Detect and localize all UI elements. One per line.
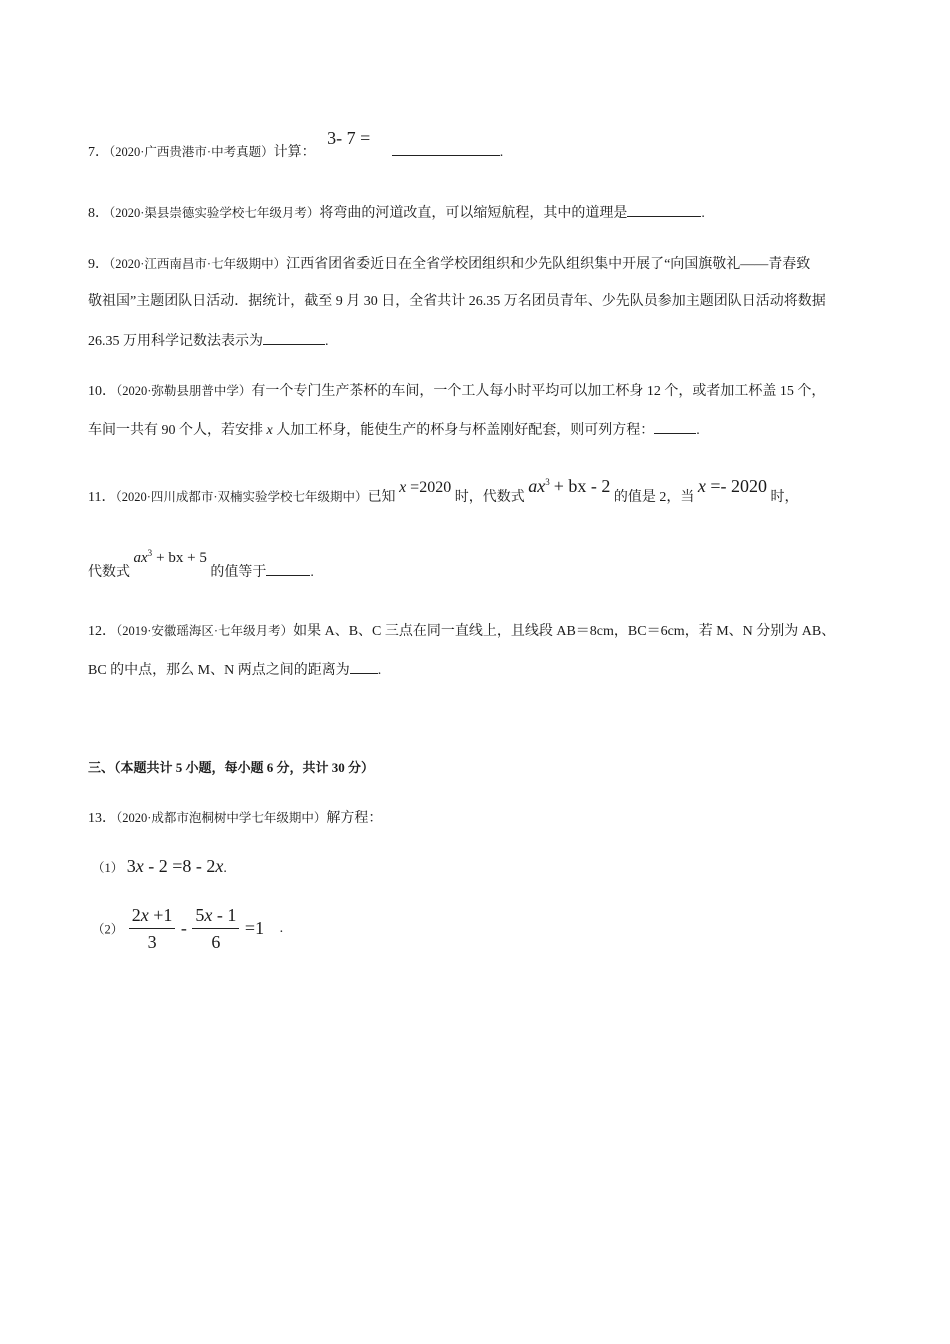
question-10-line-2 [88, 419, 700, 441]
q10-answer-blank[interactable] [654, 419, 696, 434]
question-10-line-1 [88, 381, 825, 402]
q8-end: . [701, 206, 705, 221]
q11-expr1-ax: ax [528, 476, 546, 496]
q11-expr2-ax: ax [133, 550, 148, 566]
q13-fraction-1-denominator: 3 [147, 932, 157, 952]
q8-text: 将弯曲的河道改直，可以缩短航程，其中的道理是 [319, 206, 628, 221]
q13-text: 解方程： [326, 811, 383, 826]
q7-number: 7． [88, 145, 109, 160]
q8-answer-blank[interactable] [627, 202, 701, 217]
question-11-line-2 [88, 548, 314, 583]
q11-answer-blank[interactable] [266, 561, 310, 576]
q13-source: （2020·成都市泡桐树中学七年级期中） [116, 811, 327, 825]
q13-part-1-label: （1） [92, 861, 124, 875]
q9-number: 9． [88, 257, 109, 272]
q11-t5: 代数式 [88, 565, 130, 580]
q11-expression-2 [134, 550, 207, 566]
q12-end: . [377, 663, 382, 678]
q13-fraction-2-numerator: 5x - 1 [192, 904, 239, 929]
q10-line-2a: 车间一共有 90 个人，若安排 [88, 423, 263, 438]
q13-minus: - [180, 918, 187, 938]
q13-number: 13． [88, 811, 116, 826]
q12-number: 12． [88, 624, 116, 639]
q11-source: （2020·四川成都市·双楠实验学校七年级期中） [115, 490, 368, 504]
q9-line-2-text: 敬祖国”主题团队日活动．据统计，截至 9 月 30 日，全省共计 26.35 万名团员青年、少先队员参加主题团队日活动将数据 [88, 294, 826, 309]
q11-t2: 时，代数式 [454, 490, 525, 505]
q13-fraction-2-denominator: 6 [211, 932, 221, 952]
q13-part-1-end: . [223, 861, 227, 876]
q10-line-1-text: 有一个专门生产茶杯的车间，一个工人每小时平均可以加工杯身 12 个，或者加工杯盖 15 个， [251, 384, 826, 399]
q11-t1: 已知 [367, 490, 396, 505]
q11-expr2-rest: + bx + 5 [156, 550, 207, 566]
q11-expr1-exponent: 3 [545, 477, 550, 487]
q7-source: （2020·广西贵港市·中考真题） [109, 145, 274, 159]
q13-part-1 [92, 856, 227, 879]
question-11-line-1 [88, 476, 799, 508]
question-8 [88, 202, 705, 224]
q9-line-3-text: 26.35 万用科学记数法表示为 [88, 334, 263, 349]
q11-number: 11． [88, 490, 116, 505]
question-12-line-1 [88, 621, 835, 642]
q12-source: （2019·安徽瑶海区·七年级月考） [116, 624, 294, 638]
q8-source: （2020·渠县崇德实验学校七年级月考） [109, 206, 320, 220]
q12-answer-blank[interactable] [350, 659, 378, 674]
q10-line-2b: 人加工杯身，能使生产的杯身与杯盖刚好配套，则可列方程： [276, 423, 655, 438]
q11-t3: 的值是 2，当 [613, 490, 695, 505]
q12-line-2-text: BC 的中点，那么 M、N 两点之间的距离为 [88, 663, 350, 678]
q13-part-2-label: （2） [92, 922, 124, 937]
q10-end: . [696, 423, 700, 438]
question-9-line-1 [88, 254, 810, 275]
q11-expr2-exponent: 3 [147, 548, 153, 558]
q10-source: （2020·弥勒县朋普中学） [116, 384, 252, 398]
q9-end: . [325, 334, 329, 349]
q13-part-2 [92, 904, 283, 953]
q7-text: 计算： [273, 145, 316, 160]
q7-answer-blank[interactable] [392, 141, 500, 156]
q11-condition-2: x =- 2020 [697, 476, 768, 496]
q9-source: （2020·江西南昌市·七年级期中） [109, 257, 287, 271]
q11-end: . [310, 565, 314, 580]
q13-fraction-1 [129, 904, 176, 953]
q12-line-1-text: 如果 A、B、C 三点在同一直线上，且线段 AB＝8cm，BC＝6cm，若 M、N 分别为 AB、 [293, 624, 836, 639]
q11-expr1-rest: + bx - 2 [553, 476, 611, 496]
q9-line-1-text: 江西省团省委近日在全省学校团组织和少先队组织集中开展了“向国旗敬礼——青春致 [286, 257, 811, 272]
q13-fraction-2 [192, 904, 239, 953]
q8-number: 8． [88, 206, 109, 221]
question-13 [88, 808, 382, 829]
question-9-line-2 [88, 292, 826, 312]
q13-fraction-1-numerator: 2x +1 [129, 904, 176, 929]
q13-part-1-equation: 3x - 2 =8 - 2x [126, 856, 224, 876]
q9-answer-blank[interactable] [263, 330, 325, 345]
q11-t4: 时， [770, 490, 799, 505]
q13-part-2-end: . [279, 920, 284, 936]
q11-t6: 的值等于 [210, 565, 267, 580]
q7-expression: 3- 7 = [327, 128, 371, 148]
q10-variable-x: x [266, 423, 273, 438]
q10-number: 10． [88, 384, 116, 399]
q13-equals-one: =1 [244, 918, 265, 938]
question-12-line-2 [88, 659, 381, 681]
question-7 [88, 128, 504, 163]
q11-condition-1: x =2020 [399, 479, 452, 496]
section-3-heading: 三、（本题共计 5 小题，每小题 6 分，共计 30 分） [88, 760, 375, 775]
q7-end: . [499, 145, 504, 160]
q11-expression-1 [528, 476, 610, 496]
question-9-line-3 [88, 330, 329, 352]
